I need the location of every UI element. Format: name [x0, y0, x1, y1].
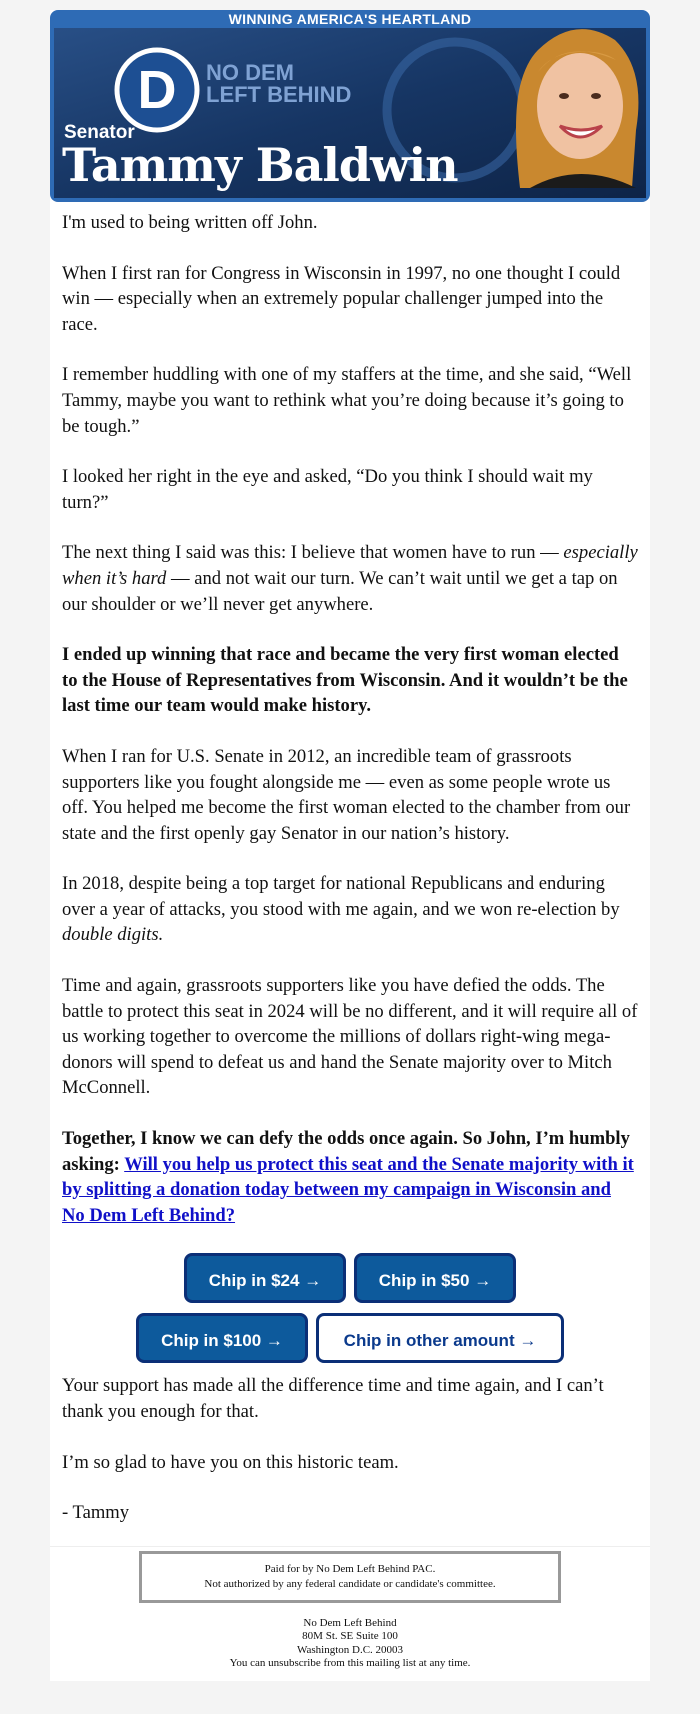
paragraph-5: The next thing I said was this: I believe that women have to run — especially when it’s hard — and not wait our turn. We can’t wait until we get a tap on our shoulder or we’ll never get anywhere.	[62, 542, 638, 615]
paragraph-8: In 2018, despite being a top target for national Republicans and enduring over a year of attacks, you stood with me again, and we won re-election by double digits.	[62, 873, 620, 946]
paragraph-7: When I ran for U.S. Senate in 2012, an incredible team of grassroots supporters like you fought alongside me — even as some people wrote us off. You helped me become the first woman elected to the chamber from our state and the first openly gay Senator in our nation’s history.	[62, 745, 631, 844]
banner-tagline: WINNING AMERICA'S HEARTLAND	[228, 11, 472, 27]
org-name-line1: NO DEM	[206, 60, 294, 85]
paragraph-4: I looked her right in the eye and asked, “Do you think I should wait my turn?”	[62, 466, 593, 513]
not-authorized: Not authorized by any federal candidate or candidate's committee.	[204, 1577, 496, 1590]
header-banner	[50, 10, 650, 202]
chip-in-other-button[interactable]: Chip in other amount →	[316, 1313, 564, 1363]
paragraph-9: Time and again, grassroots supporters like you have defied the odds. The battle to protect this seat in 2024 will be no different, and it will require all of us working together to overcome the millions of dollars right-wing mega-donors will spend to defeat us and hand the Senate majority over to Mitch McConnell.	[62, 975, 638, 1099]
address-line-3: Washington D.C. 20003	[296, 1643, 404, 1656]
paragraph-6: I ended up winning that race and became the very first woman elected to the House of Representatives from Wisconsin. And it wouldn’t be the last time our team would make history.	[62, 644, 628, 717]
paid-for-by: Paid for by No Dem Left Behind PAC.	[264, 1562, 436, 1575]
chip-in-100-button[interactable]: Chip in $100 →	[136, 1313, 308, 1363]
unsubscribe-text: You can unsubscribe from this mailing list at any time.	[229, 1657, 471, 1670]
email-body	[50, 202, 650, 1526]
signoff: - Tammy	[62, 1502, 130, 1524]
paragraph-3: I remember huddling with one of my staffers at the time, and she said, “Well Tammy, maybe you want to rethink what you’re doing because it’s going to be tough.”	[62, 364, 632, 437]
logo-letter: D	[137, 60, 177, 120]
org-name-line2: LEFT BEHIND	[206, 82, 352, 107]
candidate-name: Tammy Baldwin	[62, 138, 458, 192]
disclaimer-box	[139, 1551, 561, 1603]
emphasis-double-digits: double digits.	[62, 924, 164, 946]
donate-link[interactable]: Will you help us protect this seat and the Senate majority with it by splitting a donation today between my campaign in Wisconsin and No Dem Left Behind?	[62, 1153, 634, 1226]
address-line-1: No Dem Left Behind	[303, 1616, 397, 1629]
chip-in-24-button[interactable]: Chip in $24 →	[184, 1253, 346, 1303]
address-line-2: 80M St. SE Suite 100	[302, 1630, 398, 1643]
paragraph-12: I’m so glad to have you on this historic team.	[62, 1451, 399, 1473]
paragraph-1: I'm used to being written off John.	[62, 212, 318, 233]
mailing-address	[50, 1617, 650, 1671]
emphasis-text: especially when it’s hard	[62, 542, 638, 589]
email-container	[50, 10, 650, 1681]
chip-in-50-button[interactable]: Chip in $50 →	[354, 1253, 516, 1303]
senator-label: Senator	[64, 122, 135, 143]
paragraph-2: When I first ran for Congress in Wisconsin in 1997, no one thought I could win — especially when an extremely popular challenger jumped into the race.	[62, 262, 621, 335]
footer	[50, 1546, 650, 1681]
donation-buttons	[62, 1253, 638, 1363]
paragraph-10: Together, I know we can defy the odds once again. So John, I’m humbly asking: Will you help us protect this seat and the Senate majority with it by splitting a donation today between my campaign in Wisconsin and No Dem Left Behind?	[62, 1128, 634, 1226]
paragraph-11: Your support has made all the difference time and time again, and I can’t thank you enough for that.	[62, 1375, 604, 1422]
